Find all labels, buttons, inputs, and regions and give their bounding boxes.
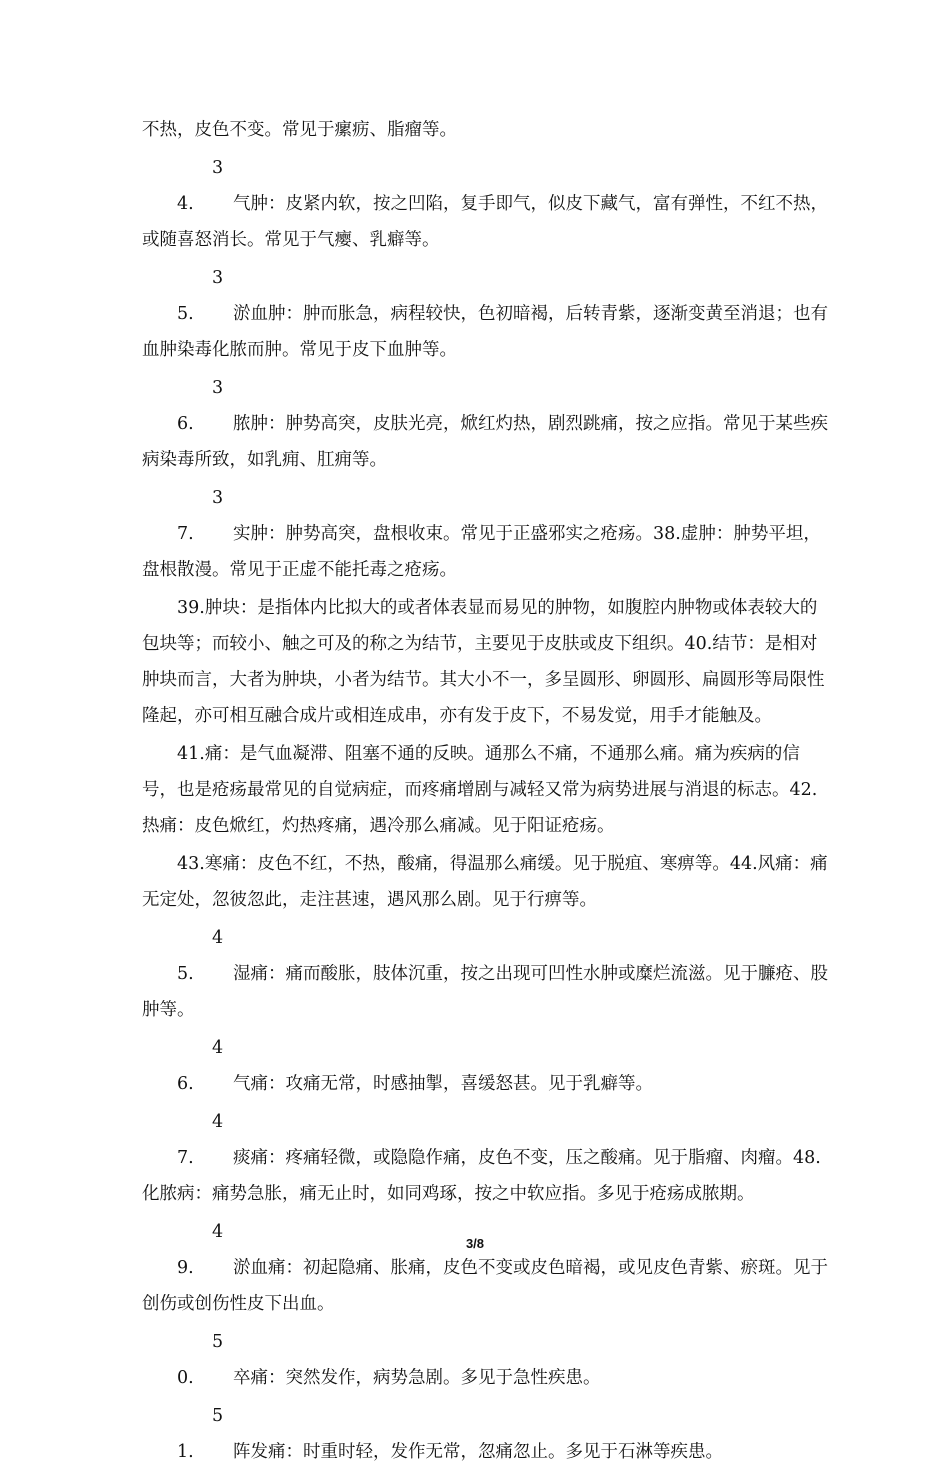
item-number: 35. xyxy=(177,268,224,324)
paragraph-item-35 xyxy=(142,260,832,368)
paragraph-text: 卒痛：突然发作，病势急剧。多见于急性疾患。 xyxy=(233,1368,601,1388)
item-number: 50. xyxy=(177,1332,224,1388)
paragraph-item-37 xyxy=(142,480,832,588)
paragraph-text: 不热，皮色不变。常见于瘰疬、脂瘤等。 xyxy=(142,120,457,140)
paragraph-text: 气肿：皮紧内软，按之凹陷，复手即气，似皮下藏气，富有弹性，不红不热，或随喜怒消长。常见于气瘿、乳癖等。 xyxy=(142,194,828,250)
paragraph-item-36 xyxy=(142,370,832,478)
paragraph xyxy=(142,112,832,148)
paragraph-item-51 xyxy=(142,1398,832,1470)
item-number: 49. xyxy=(177,1222,224,1278)
paragraph-item-46 xyxy=(142,1030,832,1102)
page-number: 3/8 xyxy=(465,1236,485,1251)
item-number: 36. xyxy=(177,378,224,434)
paragraph-item-43 xyxy=(142,846,832,918)
paragraph-text: 43.寒痛：皮色不红，不热，酸痛，得温那么痛缓。见于脱疽、寒痹等。44.风痛：痛无定处，忽彼忽此，走注甚速，遇风那么剧。见于行痹等。 xyxy=(142,854,828,910)
paragraph-text: 淤血痛：初起隐痛、胀痛，皮色不变或皮色暗褐，或见皮色青紫、瘀斑。见于创伤或创伤性皮下出血。 xyxy=(142,1258,828,1314)
paragraph-text: 淤血肿：肿而胀急，病程较快，色初暗褐，后转青紫，逐渐变黄至消退；也有血肿染毒化脓而肿。常见于皮下血肿等。 xyxy=(142,304,828,360)
paragraph-text: 实肿：肿势高突，盘根收束。常见于正盛邪实之疮疡。38.虚肿：肿势平坦，盘根散漫。常见于正虚不能托毒之疮疡。 xyxy=(142,524,821,580)
paragraph-item-34 xyxy=(142,150,832,258)
item-number: 51. xyxy=(177,1406,224,1462)
item-number: 45. xyxy=(177,928,224,984)
paragraph-text: 41.痛：是气血凝滞、阻塞不通的反映。通那么不痛，不通那么痛。痛为疾病的信号，也是疮疡最常见的自觉病症，而疼痛增剧与减轻又常为病势进展与消退的标志。42.热痛：皮色焮红，灼热疼痛，遇冷那么痛减。见于阳证疮疡。 xyxy=(142,744,818,836)
item-number: 46. xyxy=(177,1038,224,1094)
paragraph-item-47 xyxy=(142,1104,832,1212)
paragraph-text: 脓肿：肿势高突，皮肤光亮，焮红灼热，剧烈跳痛，按之应指。常见于某些疾病染毒所致，如乳痈、肛痈等。 xyxy=(142,414,828,470)
paragraph-item-49 xyxy=(142,1214,832,1322)
paragraph-text: 痰痛：疼痛轻微，或隐隐作痛，皮色不变，压之酸痛。见于脂瘤、肉瘤。48.化脓病：痛势急胀，痛无止时，如同鸡琢，按之中软应指。多见于疮疡成脓期。 xyxy=(142,1148,821,1204)
paragraph-item-39 xyxy=(142,590,832,734)
paragraph-text: 气痛：攻痛无常，时感抽掣，喜缓怒甚。见于乳癖等。 xyxy=(233,1074,653,1094)
item-number: 34. xyxy=(177,158,224,214)
paragraph-item-45 xyxy=(142,920,832,1028)
paragraph-item-50 xyxy=(142,1324,832,1396)
paragraph-text: 阵发痛：时重时轻，发作无常，忽痛忽止。多见于石淋等疾患。 xyxy=(233,1442,723,1462)
document-body xyxy=(142,112,832,1472)
paragraph-text: 39.肿块：是指体内比拟大的或者体表显而易见的肿物，如腹腔内肿物或体表较大的包块等；而较小、触之可及的称之为结节，主要见于皮肤或皮下组织。40.结节：是相对肿块而言，大者为肿块，小者为结节。其大小不一，多呈圆形、卵圆形、扁圆形等局限性隆起，亦可相互融合成片或相连成串，亦有发于皮下，不易发觉，用手才能触及。 xyxy=(142,598,825,726)
item-number: 47. xyxy=(177,1112,224,1168)
item-number: 37. xyxy=(177,488,224,544)
paragraph-text: 湿痛：痛而酸胀，肢体沉重，按之出现可凹性水肿或糜烂流滋。见于臁疮、股肿等。 xyxy=(142,964,828,1020)
paragraph-item-41 xyxy=(142,736,832,844)
